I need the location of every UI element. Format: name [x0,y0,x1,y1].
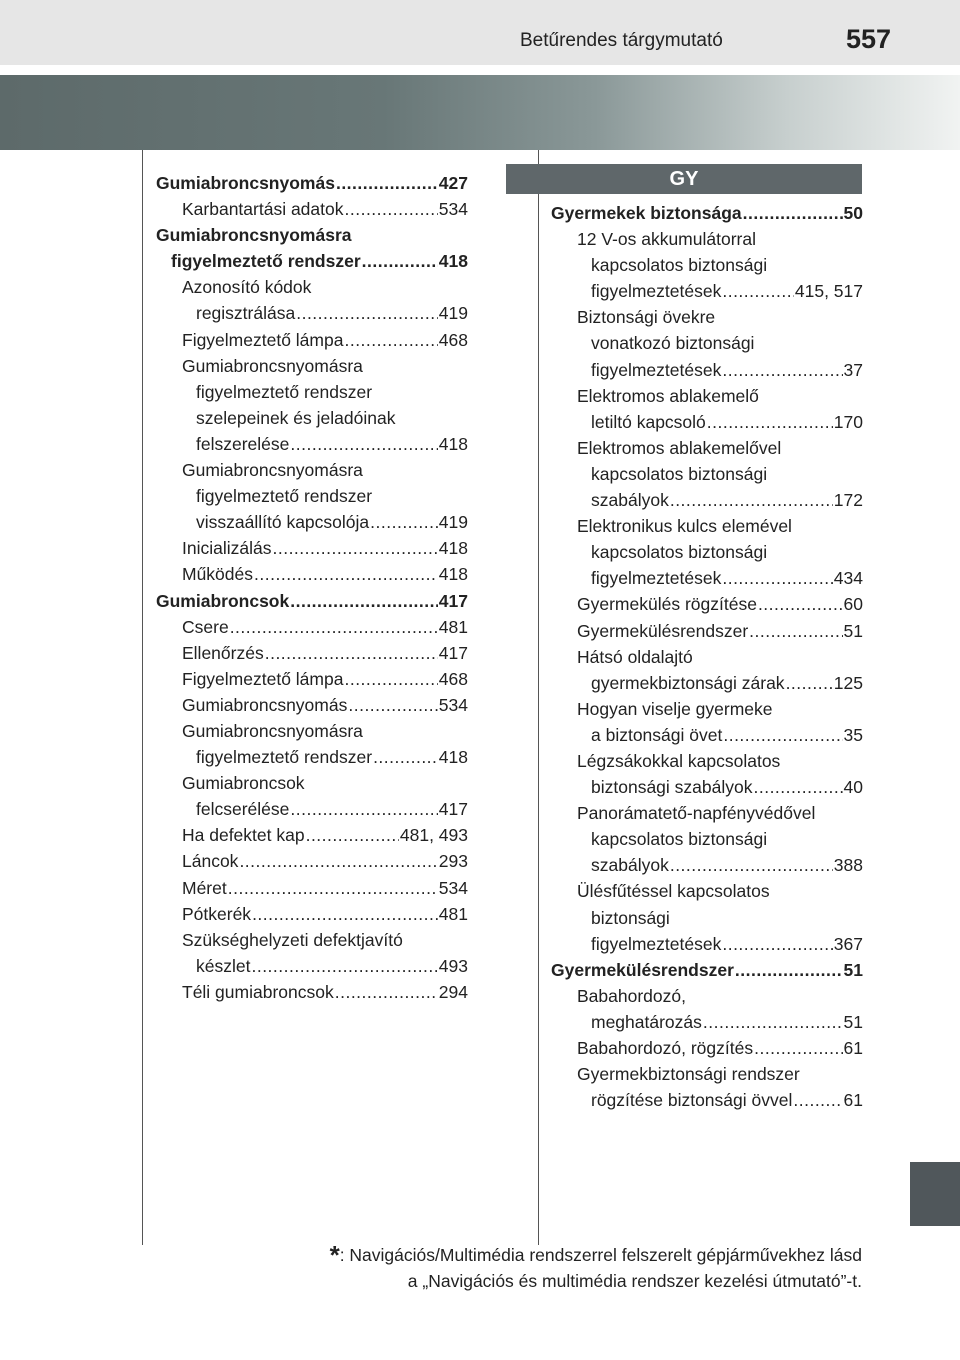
index-entry-text: Gumiabroncsnyomás [182,694,348,715]
index-entry [156,848,468,874]
index-entry [551,931,863,957]
index-entry [156,718,468,744]
index-entry [551,591,863,617]
index-entry-text: felszerelése [196,433,290,454]
index-column-left [156,170,468,1005]
dot-leader [254,561,438,587]
index-entry-page: 51 [843,620,863,641]
index-entry-page: 418 [438,251,468,272]
index-entry-page: 427 [438,173,468,193]
column-divider-middle [538,150,539,1245]
index-entry [551,200,863,226]
index-entry-text: figyelmeztetések [591,359,722,380]
index-entry [156,248,468,274]
index-entry-text: Csere [182,616,229,637]
dot-leader [230,614,438,640]
index-entry [156,614,468,640]
index-entry-text: felcserélése [196,799,290,820]
dot-leader [251,953,437,979]
header-bar [0,0,960,65]
index-entry-page: 534 [438,877,468,898]
index-entry [156,196,468,222]
index-entry-page: 61 [843,1038,863,1058]
dot-leader [272,535,437,561]
index-entry [551,357,863,383]
header-banner [0,75,960,150]
index-entry [156,457,468,483]
dot-leader [786,670,833,696]
index-entry-page: 60 [843,594,863,615]
index-entry [551,330,863,356]
index-entry [156,744,468,770]
index-entry-text: biztonsági szabályok [591,777,753,798]
index-entry-page: 51 [843,959,863,980]
index-entry-page: 493 [438,955,468,976]
index-entry-text: Gumiabroncsnyomásra [182,720,363,741]
index-entry [551,878,863,904]
dot-leader [290,796,437,822]
footnote-line-1 [102,1242,862,1268]
index-entry-text: Elektronikus kulcs elemével [577,516,792,537]
dot-leader [703,1009,843,1035]
dot-leader [754,1035,842,1061]
index-entry-page: 51 [843,1011,863,1032]
letter-tab-gy: GY [506,164,862,194]
index-entry [156,274,468,300]
dot-leader [228,875,438,901]
index-entry-page: 419 [438,512,468,533]
dot-leader [362,248,438,274]
index-entry [551,565,863,591]
dot-leader [793,1087,842,1113]
index-entry-text: Elektromos ablakemelővel [577,437,782,458]
index-entry-text: Gumiabroncsnyomásra [156,225,352,246]
index-entry-page: 50 [843,203,863,223]
index-entry-text: Inicializálás [182,538,272,559]
footnote-symbol: * [329,1240,340,1270]
index-entry [551,1061,863,1087]
index-entry [551,1087,863,1113]
index-entry-text: Gyermekek biztonsága [551,203,742,223]
index-entry-text: Gumiabroncsnyomásra [182,460,363,481]
index-entry-page: 125 [833,672,863,693]
index-entry [156,300,468,326]
index-entry-page: 415, 517 [794,281,863,302]
index-entry-text: szelepeinek és jeladóinak [196,407,396,428]
dot-leader [345,196,438,222]
index-entry [156,379,468,405]
index-entry-text: Gumiabroncsnyomás [156,173,335,193]
footnote [102,1242,862,1294]
dot-leader [373,744,438,770]
index-entry-text: figyelmeztetések [591,568,722,589]
index-entry [551,826,863,852]
dot-leader [723,722,842,748]
dot-leader [252,901,438,927]
footnote-text-1: : Navigációs/Multimédia rendszerrel felszerelt gépjárművekhez lásd [339,1245,862,1265]
index-entry [551,461,863,487]
index-entry [551,304,863,330]
page-number: 557 [846,24,892,54]
index-entry [156,979,468,1005]
index-entry-page: 481, 493 [399,825,468,846]
index-entry [551,435,863,461]
index-entry [156,901,468,927]
index-entry [156,509,468,535]
index-entry-text: Hátsó oldalajtó [577,646,693,667]
index-entry-page: 172 [833,490,863,511]
index-entry-text: készlet [196,955,251,976]
index-entry-text: Gumiabroncsok [156,590,290,611]
index-entry-text: figyelmeztető rendszer [196,381,373,402]
index-entry-page: 418 [438,564,468,585]
dot-leader [265,640,438,666]
dot-leader [722,931,832,957]
index-entry-text: kapcsolatos biztonsági [591,255,768,276]
index-entry-text: Biztonsági övekre [577,307,716,328]
index-entry [156,927,468,953]
index-entry-text: Működés [182,564,254,585]
dot-leader [370,509,438,535]
index-entry-text: szabályok [591,490,669,511]
index-entry-text: rögzítése biztonsági övvel [591,1090,793,1111]
dot-leader [722,357,842,383]
dot-leader [758,591,843,617]
index-entry [551,383,863,409]
index-entry-page: 35 [843,724,863,745]
index-entry [551,696,863,722]
index-entry-page: 37 [843,359,863,380]
index-entry-text: 12 V-os akkumulátorral [577,229,756,250]
index-entry [551,409,863,435]
index-entry [551,618,863,644]
index-entry-text: Gyermekülés rögzítése [577,594,757,615]
index-entry-text: Ha defektet kap [182,825,305,846]
index-entry [551,722,863,748]
index-entry-text: Hogyan viselje gyermeke [577,698,773,719]
dot-leader [743,200,843,226]
index-entry [551,513,863,539]
index-entry-text: visszaállító kapcsolója [196,512,370,533]
dot-leader [670,852,833,878]
index-entry-page: 434 [833,568,863,589]
index-entry-text: regisztrálása [196,303,296,324]
index-entry [156,640,468,666]
index-entry [551,905,863,931]
index-entry-text: Azonosító kódok [182,277,312,298]
index-entry [551,252,863,278]
index-entry [551,748,863,774]
index-entry-text: Gyermekülésrendszer [577,620,749,641]
index-entry [156,353,468,379]
index-entry [156,588,468,614]
index-entry-page: 61 [843,1090,863,1111]
index-entry-page: 468 [438,668,468,689]
index-entry-text: gyermekbiztonsági zárak [591,672,785,693]
index-entry-text: meghatározás [591,1011,702,1032]
index-entry-text: Gyermekülésrendszer [551,959,734,980]
index-entry-page: 170 [833,411,863,432]
index-entry-page: 418 [438,538,468,559]
chapter-side-tab [910,1162,960,1226]
index-entry-text: figyelmeztető rendszer [196,486,373,507]
index-entry [156,170,468,196]
index-entry [156,822,468,848]
dot-leader [290,588,438,614]
index-entry [156,796,468,822]
index-entry-page: 388 [833,855,863,876]
index-entry [551,644,863,670]
index-entry-text: Babahordozó, rögzítés [577,1038,754,1058]
index-entry [156,561,468,587]
index-entry [551,670,863,696]
index-entry-page: 294 [438,981,468,1002]
index-entry-page: 418 [438,747,468,768]
index-entry-text: kapcsolatos biztonsági [591,542,768,563]
index-entry-text: figyelmeztető rendszer [196,747,373,768]
index-entry [551,1009,863,1035]
index-entry [156,875,468,901]
index-entry-text: Ülésfűtéssel kapcsolatos [577,881,770,902]
dot-leader [335,979,438,1005]
index-entry-text: kapcsolatos biztonsági [591,463,768,484]
index-entry-text: a biztonsági övet [591,724,723,745]
index-entry [551,983,863,1009]
index-entry-text: Méret [182,877,227,898]
index-entry [156,483,468,509]
index-entry [551,774,863,800]
index-entry [551,1035,863,1061]
dot-leader [336,170,438,196]
dot-leader [753,774,842,800]
index-entry-text: Figyelmeztető lámpa [182,329,344,350]
index-entry-text: szabályok [591,855,669,876]
index-entry-page: 534 [438,199,468,220]
index-entry [156,535,468,561]
index-entry [551,957,863,983]
index-entry [156,405,468,431]
index-entry-page: 468 [438,329,468,350]
index-entry-text: figyelmeztetések [591,281,722,302]
index-entry-text: Gumiabroncsnyomásra [182,355,363,376]
dot-leader [735,957,843,983]
index-entry [551,487,863,513]
index-entry-page: 418 [438,433,468,454]
index-entry-page: 293 [438,851,468,872]
dot-leader [344,666,437,692]
dot-leader [722,565,832,591]
dot-leader [239,848,437,874]
index-entry [551,226,863,252]
index-entry [551,539,863,565]
index-entry-text: Gyermekbiztonsági rendszer [577,1064,800,1085]
index-entry-page: 367 [833,933,863,954]
index-column-right [551,200,863,1113]
index-entry-page: 481 [438,903,468,924]
index-entry-text: Babahordozó, [577,985,686,1006]
index-entry-page: 419 [438,303,468,324]
index-entry [551,800,863,826]
dot-leader [722,278,794,304]
dot-leader [344,327,437,353]
index-entry [156,431,468,457]
index-entry [156,327,468,353]
dot-leader [306,822,399,848]
index-entry-text: Ellenőrzés [182,642,264,663]
index-entry-text: Téli gumiabroncsok [182,981,334,1002]
index-entry-text: letiltó kapcsoló [591,411,706,432]
index-entry [156,770,468,796]
dot-leader [296,300,438,326]
index-entry-text: Gumiabroncsok [182,773,305,794]
section-title: Betűrendes tárgymutató [520,30,723,51]
index-entry-text: Figyelmeztető lámpa [182,668,344,689]
index-entry [156,666,468,692]
index-entry-text: Karbantartási adatok [182,199,344,220]
index-entry [551,278,863,304]
index-entry-page: 417 [438,642,468,663]
column-divider-left [142,150,143,1245]
dot-leader [670,487,833,513]
index-entry-text: figyelmeztetések [591,933,722,954]
index-entry-page: 534 [438,694,468,715]
index-entry [156,953,468,979]
index-entry-page: 417 [438,799,468,820]
footnote-line-2: a „Navigációs és multimédia rendszer kezelési útmutató”-t. [407,1271,862,1291]
index-entry-text: figyelmeztető rendszer [171,251,361,272]
dot-leader [707,409,833,435]
index-entry-page: 40 [843,777,863,798]
index-entry-page: 417 [438,590,468,611]
index-entry-text: Láncok [182,851,239,872]
index-entry-text: Légzsákokkal kapcsolatos [577,750,781,771]
index-entry-page: 481 [438,616,468,637]
index-entry-text: Elektromos ablakemelő [577,385,759,406]
index-entry-text: vonatkozó biztonsági [591,333,755,354]
dot-leader [749,618,842,644]
index-entry-text: Pótkerék [182,903,252,924]
index-entry [156,222,468,248]
index-entry-text: Panorámatető-napfényvédővel [577,803,816,824]
index-entry-text: Szükséghelyzeti defektjavító [182,929,403,950]
index-entry-text: biztonsági [591,907,670,928]
index-entry [156,692,468,718]
dot-leader [290,431,437,457]
dot-leader [348,692,437,718]
index-entry [551,852,863,878]
index-entry-text: kapcsolatos biztonsági [591,829,768,850]
